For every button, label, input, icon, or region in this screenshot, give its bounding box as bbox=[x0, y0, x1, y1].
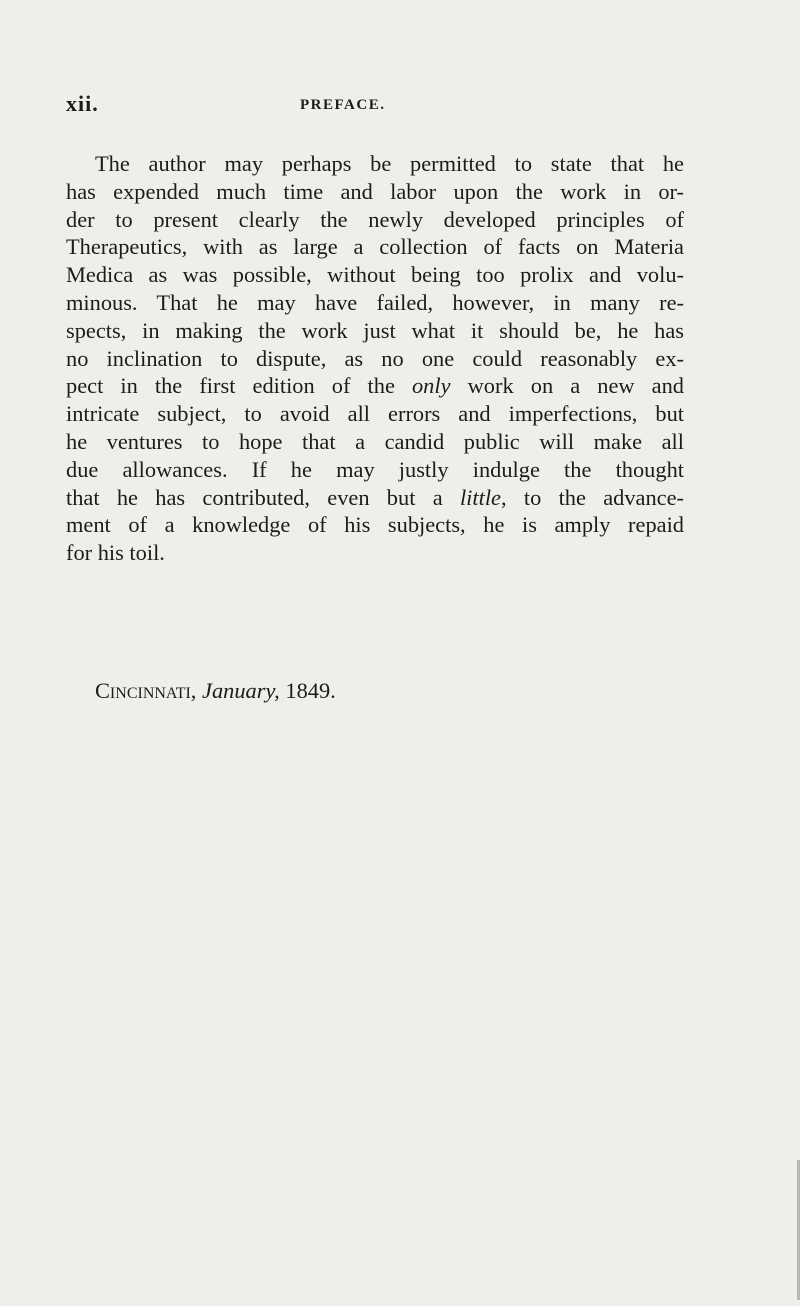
dateline bbox=[95, 677, 336, 705]
dateline-year: 1849. bbox=[285, 678, 336, 703]
text-segment: that he has contributed, even but a bbox=[66, 484, 460, 510]
preface-paragraph bbox=[66, 150, 684, 567]
text-line: Medica as was possible, without being too prolix and volu- bbox=[66, 262, 684, 288]
text-line: intricate subject, to avoid all errors and imperfections, but bbox=[66, 401, 684, 427]
text-segment: work on a new and bbox=[450, 373, 684, 399]
running-head: PREFACE. bbox=[300, 97, 386, 113]
page-header bbox=[66, 91, 686, 121]
text-line: ment of a knowledge of his subjects, he is amply repaid bbox=[66, 512, 684, 538]
text-segment: pect in the first edition of the bbox=[66, 373, 412, 399]
text-segment: , to the advance- bbox=[500, 484, 684, 510]
text-line bbox=[66, 484, 684, 512]
text-line: due allowances. If he may justly indulge the thought bbox=[66, 456, 684, 482]
text-line: has expended much time and labor upon the work in or- bbox=[66, 178, 684, 204]
dateline-month: January, bbox=[202, 678, 280, 703]
text-line: no inclination to dispute, as no one could reasonably ex- bbox=[66, 345, 684, 371]
text-line: Therapeutics, with as large a collection of facts on Materia bbox=[66, 234, 684, 260]
text-line: for his toil. bbox=[66, 540, 165, 566]
dateline-place: Cincinnati, bbox=[95, 678, 197, 703]
text-line bbox=[66, 372, 684, 400]
text-line: The author may perhaps be permitted to state that he bbox=[95, 151, 684, 176]
page-number: xii. bbox=[66, 91, 99, 116]
emphasis-little: little bbox=[459, 484, 501, 510]
text-line: minous. That he may have failed, however, in many re- bbox=[66, 289, 684, 315]
text-line: spects, in making the work just what it should be, he has bbox=[66, 317, 684, 343]
text-line: he ventures to hope that a candid public will make all bbox=[66, 428, 684, 454]
emphasis-only: only bbox=[411, 373, 451, 399]
text-line: der to present clearly the newly developed principles of bbox=[66, 206, 684, 232]
